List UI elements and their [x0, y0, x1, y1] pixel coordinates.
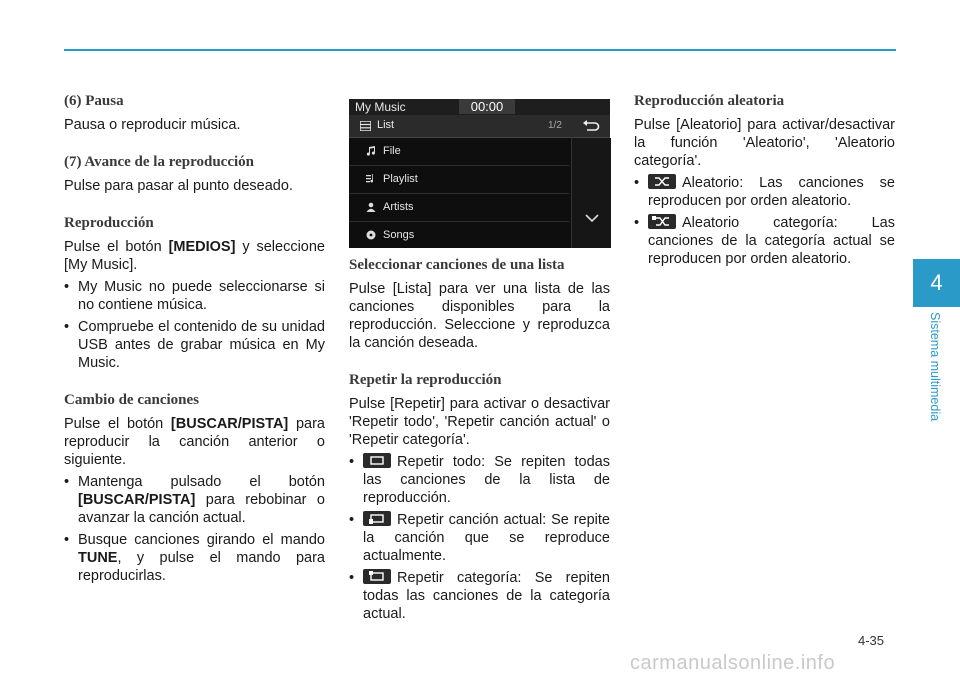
select-heading: Seleccionar canciones de una lista [349, 257, 565, 273]
change-heading: Cambio de canciones [64, 392, 199, 408]
list-item-playlist[interactable]: Playlist [349, 166, 569, 194]
screen-title: My Music [355, 100, 406, 114]
repeat-all-icon [363, 453, 391, 468]
shuffle-icon [648, 174, 676, 189]
my-music-screen [349, 99, 610, 248]
repeat-text: Pulse [Repetir] para activar o desactivar 'Repetir todo', 'Repetir canción actual' o 'Repetir categoría'. [349, 396, 610, 448]
shuffle-heading: Reproducción aleatoria [634, 93, 785, 109]
repeat-heading: Repetir la reproducción [349, 372, 502, 388]
list-bar[interactable] [349, 115, 610, 138]
column-1 [64, 92, 325, 589]
scroll-panel[interactable] [571, 138, 611, 248]
list-item: • Repetir todo: Se repiten todas las canciones de la lista de reproducción. [349, 453, 610, 507]
playlist-icon [366, 174, 376, 184]
list-icon [360, 121, 371, 131]
shuffle-text: Pulse [Aleatorio] para activar/desactivar la función 'Aleatorio', 'Aleatorio categoría'. [634, 117, 895, 169]
page-number: 4-35 [858, 633, 885, 648]
list-item: • Busque canciones girando el mando TUNE, y pulse el mando para reproducirlas. [64, 531, 325, 585]
repeat-list [349, 453, 610, 623]
list-item-file[interactable]: File [349, 138, 569, 166]
watermark: carmanualsonline.info [630, 652, 836, 674]
chevron-down-icon[interactable] [585, 214, 599, 223]
screen-time: 00:00 [459, 99, 515, 114]
list-label: List [377, 119, 395, 131]
pause-text: Pausa o reproducir música. [64, 117, 241, 133]
list-item: • Repetir categoría: Se repiten todas las canciones de la categoría actual. [349, 569, 610, 623]
back-icon[interactable] [582, 119, 600, 133]
disc-icon [366, 230, 376, 240]
advance-text: Pulse para pasar al punto deseado. [64, 178, 293, 194]
select-text: Pulse [Lista] para ver una lista de las canciones disponibles para la reproducción. Seleccione y reproduzca la canción deseada. [349, 281, 610, 351]
list-item: • Mantenga pulsado el botón [BUSCAR/PISTA] para rebobinar o avanzar la canción actual. [64, 473, 325, 527]
column-2 [349, 92, 610, 627]
list-item-artists[interactable]: Artists [349, 194, 569, 222]
column-3 [634, 92, 895, 272]
repeat-one-icon [363, 511, 391, 526]
list-item: • Repetir canción actual: Se repite la canción que se reproduce actualmente. [349, 511, 610, 565]
playback-text: Pulse el botón [MEDIOS] y seleccione [My Music]. [64, 239, 325, 273]
advance-heading: (7) Avance de la reproducción [64, 154, 254, 170]
shuffle-category-icon [648, 214, 676, 229]
list-item: • Compruebe el contenido de su unidad USB antes de grabar música en My Music. [64, 318, 325, 372]
playback-list [64, 278, 325, 372]
playback-heading: Reproducción [64, 215, 154, 231]
screen-header [349, 99, 610, 115]
chapter-label: Sistema multimedia [928, 312, 942, 422]
music-note-icon [366, 146, 376, 156]
shuffle-list [634, 174, 895, 268]
page-indicator: 1/2 [548, 120, 562, 131]
chapter-tab: 4 [913, 259, 960, 307]
person-icon [366, 202, 376, 212]
list-item: • Aleatorio categoría: Las canciones de la categoría actual se reproducen por orden aleatorio. [634, 214, 895, 268]
change-text: Pulse el botón [BUSCAR/PISTA] para reproducir la canción anterior o siguiente. [64, 416, 325, 468]
pause-heading: (6) Pausa [64, 93, 124, 109]
top-rule [64, 49, 896, 51]
repeat-category-icon [363, 569, 391, 584]
list-item: • My Music no puede seleccionarse si no contiene música. [64, 278, 325, 314]
list-item-songs[interactable]: Songs [349, 222, 569, 249]
change-list [64, 473, 325, 585]
list-item: • Aleatorio: Las canciones se reproducen por orden aleatorio. [634, 174, 895, 210]
